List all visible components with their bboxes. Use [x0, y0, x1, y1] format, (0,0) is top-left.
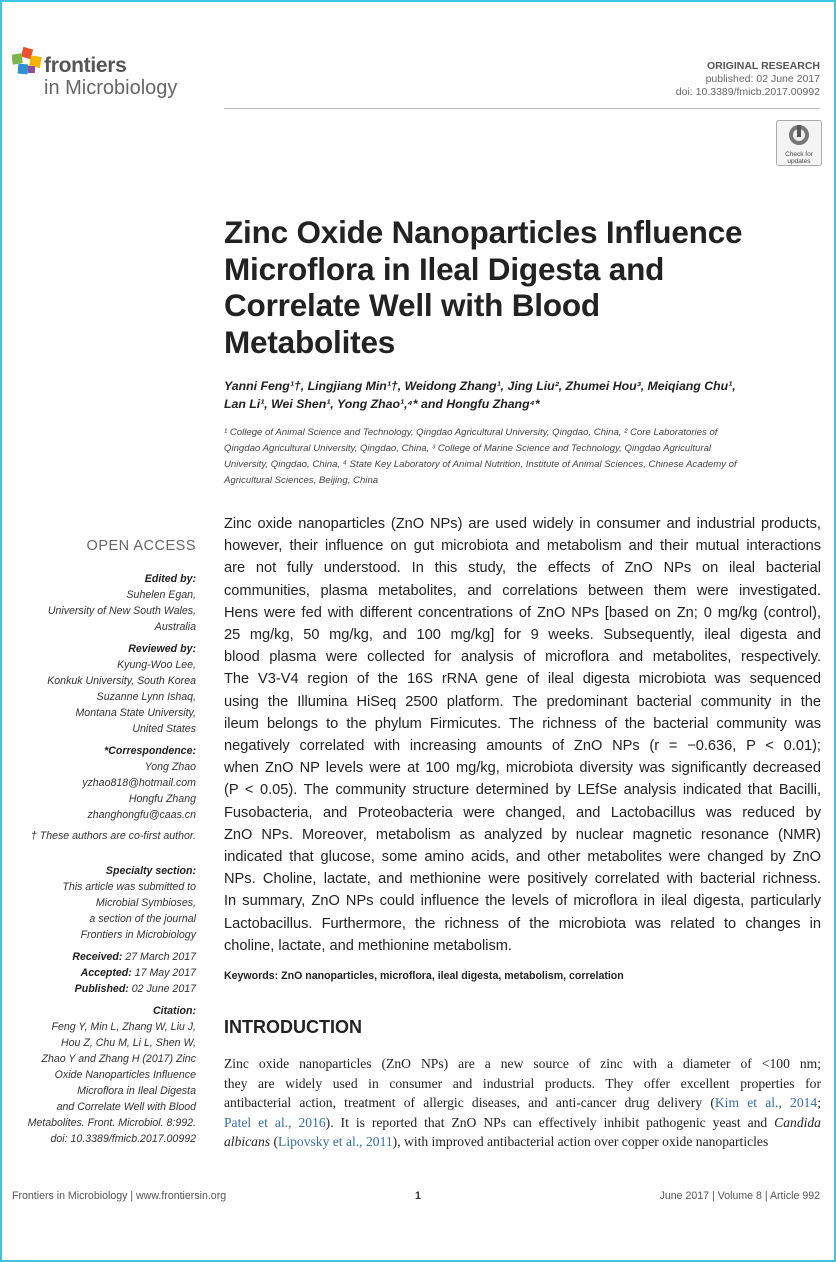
frontiers-logo-icon [12, 46, 44, 78]
reviewer-name: Kyung-Woo Lee, [117, 659, 196, 671]
reviewer-affiliation: Montana State University, [75, 707, 196, 719]
reviewed-by-label: Reviewed by: [128, 643, 196, 655]
affiliations [224, 425, 824, 489]
introduction-heading: INTRODUCTION [224, 1017, 362, 1037]
published-value: 02 June 2017 [131, 983, 196, 995]
keywords-label: Keywords: [224, 970, 279, 982]
crossmark-icon [788, 124, 810, 146]
journal-name-subtitle: in Microbiology [44, 77, 178, 99]
published-label: Published: [74, 983, 129, 995]
journal-logo[interactable] [12, 46, 212, 102]
correspondence-label: *Correspondence: [104, 745, 196, 757]
accepted-date [12, 965, 196, 981]
abstract-line: are not fully understood. In this study, the effects of ZnO NPs on ileal bacterial [224, 560, 821, 577]
citation-line: Metabolites. Front. Microbiol. 8:992. [27, 1117, 196, 1129]
abstract [224, 513, 821, 957]
abstract-line: choline, lactate, and methionine metabolism. [224, 937, 512, 954]
title-line: Correlate Well with Blood [224, 287, 600, 323]
intro-text: ), with improved antibacterial action over copper oxide nanoparticles [392, 1134, 769, 1150]
title-line: Microflora in Ileal Digesta and [224, 250, 665, 287]
abstract-line: ZnO NPs. Moreover, metabolism as analyzed by nuclear magnetic resonance (NMR) [224, 826, 821, 843]
check-for-updates-badge[interactable] [776, 120, 822, 166]
abstract-line: Hens were fed with different concentrations of ZnO NPs [based on Zn; 0 mg/kg (control), [224, 604, 821, 621]
citation-link[interactable]: Patel et al., 2016 [224, 1114, 326, 1130]
reviewed-by-section [12, 641, 196, 737]
abstract-line: ileum belongs to the phylum Firmicutes. The richness of the bacterial community was [224, 715, 821, 732]
intro-text: ( [270, 1134, 279, 1150]
abstract-line: In summary, ZnO NPs could influence the levels of microflora in ileal digesta, particularly [224, 893, 821, 910]
affiliation-line: Agricultural Sciences, Beijing, China [224, 475, 379, 486]
abstract-line: indicated that glucose, some amino acids, and other metabolites were changed by ZnO [224, 849, 821, 866]
citation-line: Oxide Nanoparticles Influence [54, 1069, 196, 1081]
title-line: Metabolites [224, 323, 396, 360]
accepted-value: 17 May 2017 [134, 967, 196, 979]
citation-line: Feng Y, Min L, Zhang W, Liu J, [51, 1021, 196, 1033]
author-list [224, 377, 824, 413]
page-number: 1 [415, 1190, 421, 1202]
intro-italic: Candida [774, 1114, 821, 1130]
intro-text: antibacterial action, treatment of allergic diseases, and anti-cancer drug delivery ( [224, 1095, 715, 1111]
keywords-text: ZnO nanoparticles, microflora, ileal digesta, metabolism, correlation [281, 970, 624, 982]
corresponding-email[interactable]: yzhao818@hotmail.com [82, 777, 196, 789]
specialty-text: Frontiers in Microbiology [80, 929, 196, 941]
editor-affiliation: University of New South Wales, [47, 605, 196, 617]
received-label: Received: [72, 951, 123, 963]
open-access-label: OPEN ACCESS [86, 538, 196, 554]
abstract-line: (P < 0.05). The community structure determined by LEfSe analysis indicated that Bacilli, [224, 782, 821, 799]
author-line: Yanni Feng¹†, Lingjiang Min¹†, Weidong Zhang¹, Jing Liu², Zhumei Hou³, Meiqiang Chu¹, [224, 379, 736, 393]
citation-link[interactable]: Lipovsky et al., 2011 [278, 1134, 393, 1150]
intro-line [224, 1132, 821, 1152]
specialty-label: Specialty section: [105, 865, 196, 877]
reviewer-affiliation: Konkuk University, South Korea [47, 675, 196, 687]
cofirst-note: † These authors are co-first author. [30, 830, 196, 842]
received-date [12, 949, 196, 965]
citation-section [12, 1003, 196, 1147]
received-value: 27 March 2017 [125, 951, 196, 963]
corresponding-author: Yong Zhao [144, 761, 196, 773]
introduction-body [224, 1054, 821, 1152]
citation-link[interactable]: Kim et al., 2014 [714, 1095, 818, 1111]
title-line: Zinc Oxide Nanoparticles Influence [224, 214, 743, 250]
dates-section [12, 949, 196, 997]
intro-text: ; [817, 1095, 822, 1111]
journal-name-frontiers: frontiers [44, 54, 127, 77]
published-date-header: published: 02 June 2017 [705, 73, 820, 85]
abstract-line: 25 mg/kg, 50 mg/kg, and 100 mg/kg] for 9 weeks. Subsequently, ileal digesta and [224, 627, 821, 644]
accepted-label: Accepted: [80, 967, 132, 979]
intro-line [224, 1113, 821, 1133]
editor-name: Suhelen Egan, [126, 589, 196, 601]
editor-country: Australia [154, 621, 196, 633]
article-type: ORIGINAL RESEARCH [707, 60, 820, 72]
specialty-text: Microbial Symbioses, [95, 897, 196, 909]
abstract-line: NPs. Choline, lactate, and methionine were positively correlated with bacterial richness. [224, 871, 821, 888]
abstract-line: however, their influence on gut microbiota and metabolism and their mutual interactions [224, 538, 821, 555]
abstract-line: negatively correlated with increasing amounts of ZnO NPs (r = −0.636, P < 0.01); [224, 738, 821, 755]
citation-label: Citation: [153, 1005, 196, 1017]
intro-line [224, 1093, 821, 1113]
affiliation-line: Qingdao Agricultural University, Qingdao, China, ³ College of Marine Science and Technology, Qingdao Agricultural [224, 443, 712, 454]
intro-text: ). It is reported that ZnO NPs can effectively inhibit pathogenic yeast and [325, 1114, 775, 1130]
intro-line: they are widely used in consumer and industrial products. They offer excellent properties for [224, 1075, 821, 1091]
citation-line: Microflora in Ileal Digesta [77, 1085, 196, 1097]
check-updates-line1: Check for [785, 151, 813, 158]
specialty-text: a section of the journal [89, 913, 196, 925]
correspondence-section [12, 743, 196, 823]
header-divider [224, 108, 820, 109]
edited-by-label: Edited by: [144, 573, 196, 585]
keywords [224, 970, 821, 982]
abstract-line: The V3-V4 region of the 16S rRNA gene of ileal digesta microbiota was sequenced [224, 671, 821, 688]
intro-italic: albicans [224, 1134, 271, 1150]
abstract-line: Lactobacillus. Furthermore, the richness of the microbiota was related to changes in [224, 915, 821, 932]
reviewer-country: United States [132, 723, 196, 735]
edited-by-section [12, 571, 196, 635]
affiliation-line: ¹ College of Animal Science and Technology, Qingdao Agricultural University, Qingdao, China, ² Core Laboratories of [224, 427, 718, 438]
affiliation-line: University, Qingdao, China, ⁴ State Key Laboratory of Animal Nutrition, Institute of Animal Sciences, Chinese Academy of [224, 459, 737, 470]
specialty-text: This article was submitted to [62, 881, 196, 893]
author-line: Lan Li¹, Wei Shen¹, Yong Zhao¹,⁴* and Hongfu Zhang⁴* [224, 397, 540, 411]
reviewer-name: Suzanne Lynn Ishaq, [96, 691, 196, 703]
citation-line: and Correlate Well with Blood [56, 1101, 196, 1113]
citation-line: doi: 10.3389/fmicb.2017.00992 [50, 1133, 196, 1145]
footer-left: Frontiers in Microbiology | www.frontiersin.org [12, 1190, 227, 1202]
published-date [12, 981, 196, 997]
article-title [224, 214, 824, 360]
check-updates-line2: updates [787, 158, 811, 165]
intro-line: Zinc oxide nanoparticles (ZnO NPs) are a new source of zinc with a diameter of <100 nm; [224, 1056, 821, 1071]
abstract-line: when ZnO NP levels were at 100 mg/kg, microbiota diversity was significantly decreased [224, 760, 821, 777]
citation-line: Hou Z, Chu M, Li L, Shen W, [60, 1037, 196, 1049]
corresponding-author: Hongfu Zhang [128, 793, 196, 805]
doi-header: doi: 10.3389/fmicb.2017.00992 [675, 86, 820, 98]
footer-right: June 2017 | Volume 8 | Article 992 [659, 1190, 820, 1202]
corresponding-email[interactable]: zhanghongfu@caas.cn [87, 809, 196, 821]
specialty-section [12, 863, 196, 943]
abstract-line: Fusobacteria, and Proteobacteria were changed, and Lactobacillus was reduced by [224, 804, 821, 821]
abstract-line: communities, plasma metabolites, and correlations between them were investigated. [224, 582, 821, 599]
abstract-line: blood plasma were collected for analysis of microflora and metabolites, respectively. [224, 649, 821, 666]
citation-line: Zhao Y and Zhang H (2017) Zinc [41, 1053, 196, 1065]
abstract-line: using the Illumina HiSeq 2500 platform. The predominant bacterial community in the [224, 693, 821, 710]
abstract-line: Zinc oxide nanoparticles (ZnO NPs) are used widely in consumer and industrial products, [224, 516, 821, 532]
